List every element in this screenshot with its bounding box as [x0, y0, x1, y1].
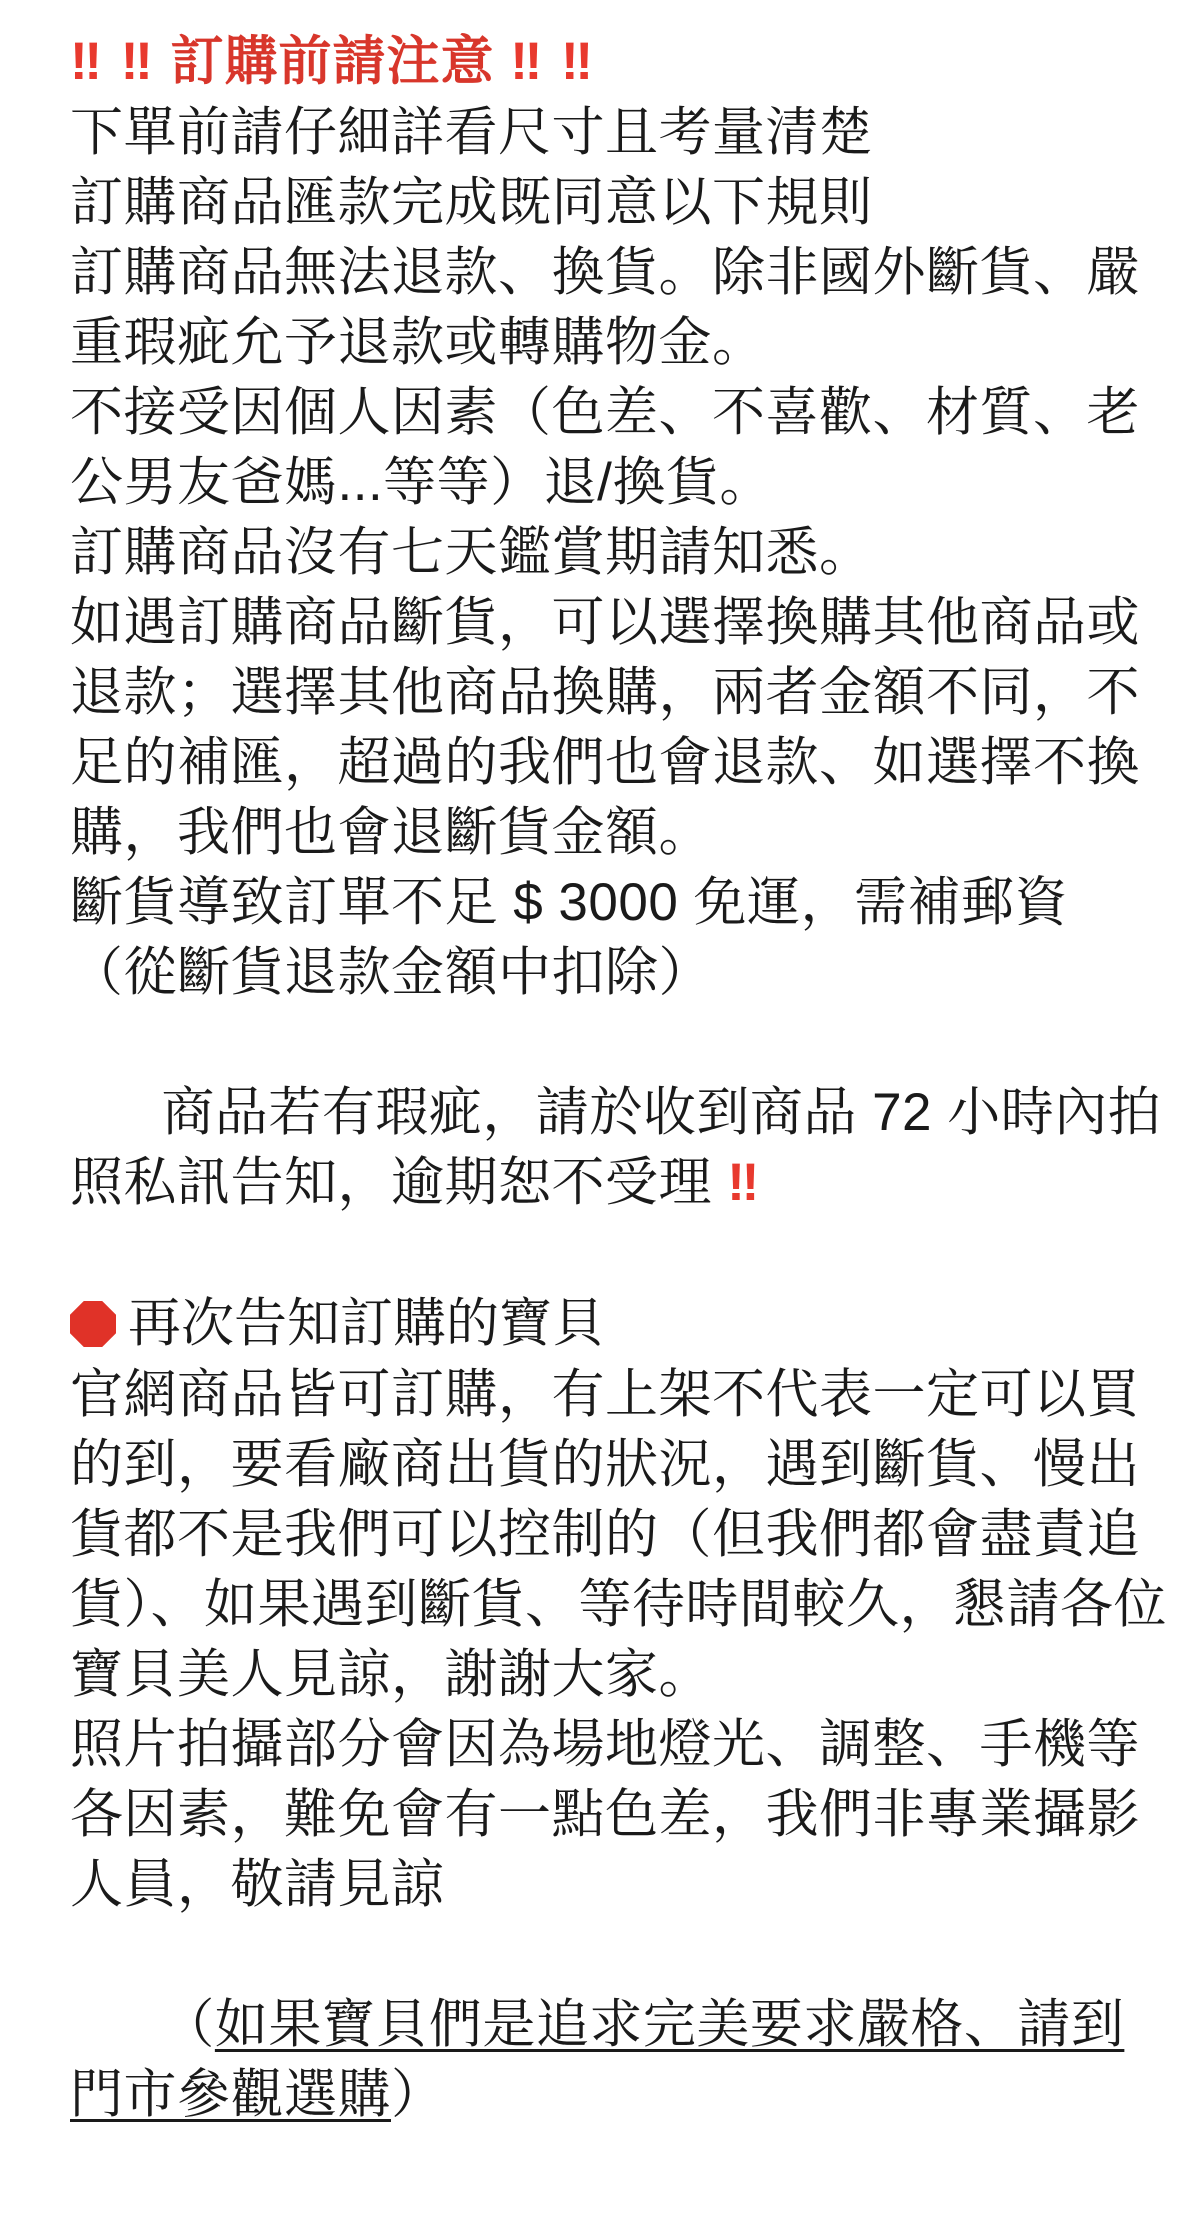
page-title-text: 訂購前請注意	[170, 32, 495, 91]
paren-close: ）	[391, 2065, 445, 2124]
notice-paragraph-9	[70, 1288, 1170, 1360]
notice-paragraph-6: 如遇訂購商品斷貨，可以選擇換購其他商品或退款；選擇其他商品換購，兩者金額不同，不足的補匯，超過的我們也會退款、如選擇不換購，我們也會退斷貨金額。	[70, 593, 1140, 862]
notice-paragraph-9-text: 再次告知訂購的寶貝	[128, 1294, 605, 1353]
double-exclamation-icon-left: ‼ ‼	[70, 32, 155, 91]
notice-paragraph-8	[70, 1008, 1170, 1288]
notice-content	[70, 26, 1170, 2200]
notice-paragraph-3: 訂購商品無法退款、換貨。除非國外斷貨、嚴重瑕疵允予退款或轉購物金。	[70, 243, 1140, 372]
notice-paragraph-4: 不接受因個人因素（色差、不喜歡、材質、老公男友爸媽...等等）退/換貨。	[70, 383, 1140, 512]
double-exclamation-icon-right: ‼ ‼	[510, 32, 595, 91]
notice-paragraph-12	[70, 1920, 1170, 2200]
stop-sign-icon	[70, 1301, 116, 1347]
notice-paragraph-11: 照片拍攝部分會因為場地燈光、調整、手機等各因素，難免會有一點色差，我們非專業攝影人員，敬請見諒	[70, 1715, 1140, 1914]
notice-paragraph-10: 官網商品皆可訂購，有上架不代表一定可以買的到，要看廠商出貨的狀況，遇到斷貨、慢出貨都不是我們可以控制的（但我們都會盡責追貨）、如果遇到斷貨、等待時間較久，懇請各位寶貝美人見諒，謝謝大家。	[70, 1365, 1167, 1704]
notice-paragraph-7: 斷貨導致訂單不足 $ 3000 免運，需補郵資（從斷貨退款金額中扣除）	[70, 873, 1069, 1002]
notice-paragraph-1: 下單前請仔細詳看尺寸且考量清楚	[70, 103, 873, 162]
notice-paragraph-8-text: 商品若有瑕疵，請於收到商品 72 小時內拍照私訊告知，逾期恕不受理	[70, 1083, 1162, 1212]
double-exclamation-icon-inline: ‼	[727, 1153, 760, 1212]
page-title	[70, 26, 1170, 98]
notice-paragraph-2: 訂購商品匯款完成既同意以下規則	[70, 173, 873, 232]
paren-open: （	[161, 1995, 215, 2054]
notice-paragraph-12-underlined: 如果寶貝們是追求完美要求嚴格、請到門市參觀選購	[70, 1995, 1125, 2124]
notice-paragraph-5: 訂購商品沒有七天鑑賞期請知悉。	[70, 523, 873, 582]
